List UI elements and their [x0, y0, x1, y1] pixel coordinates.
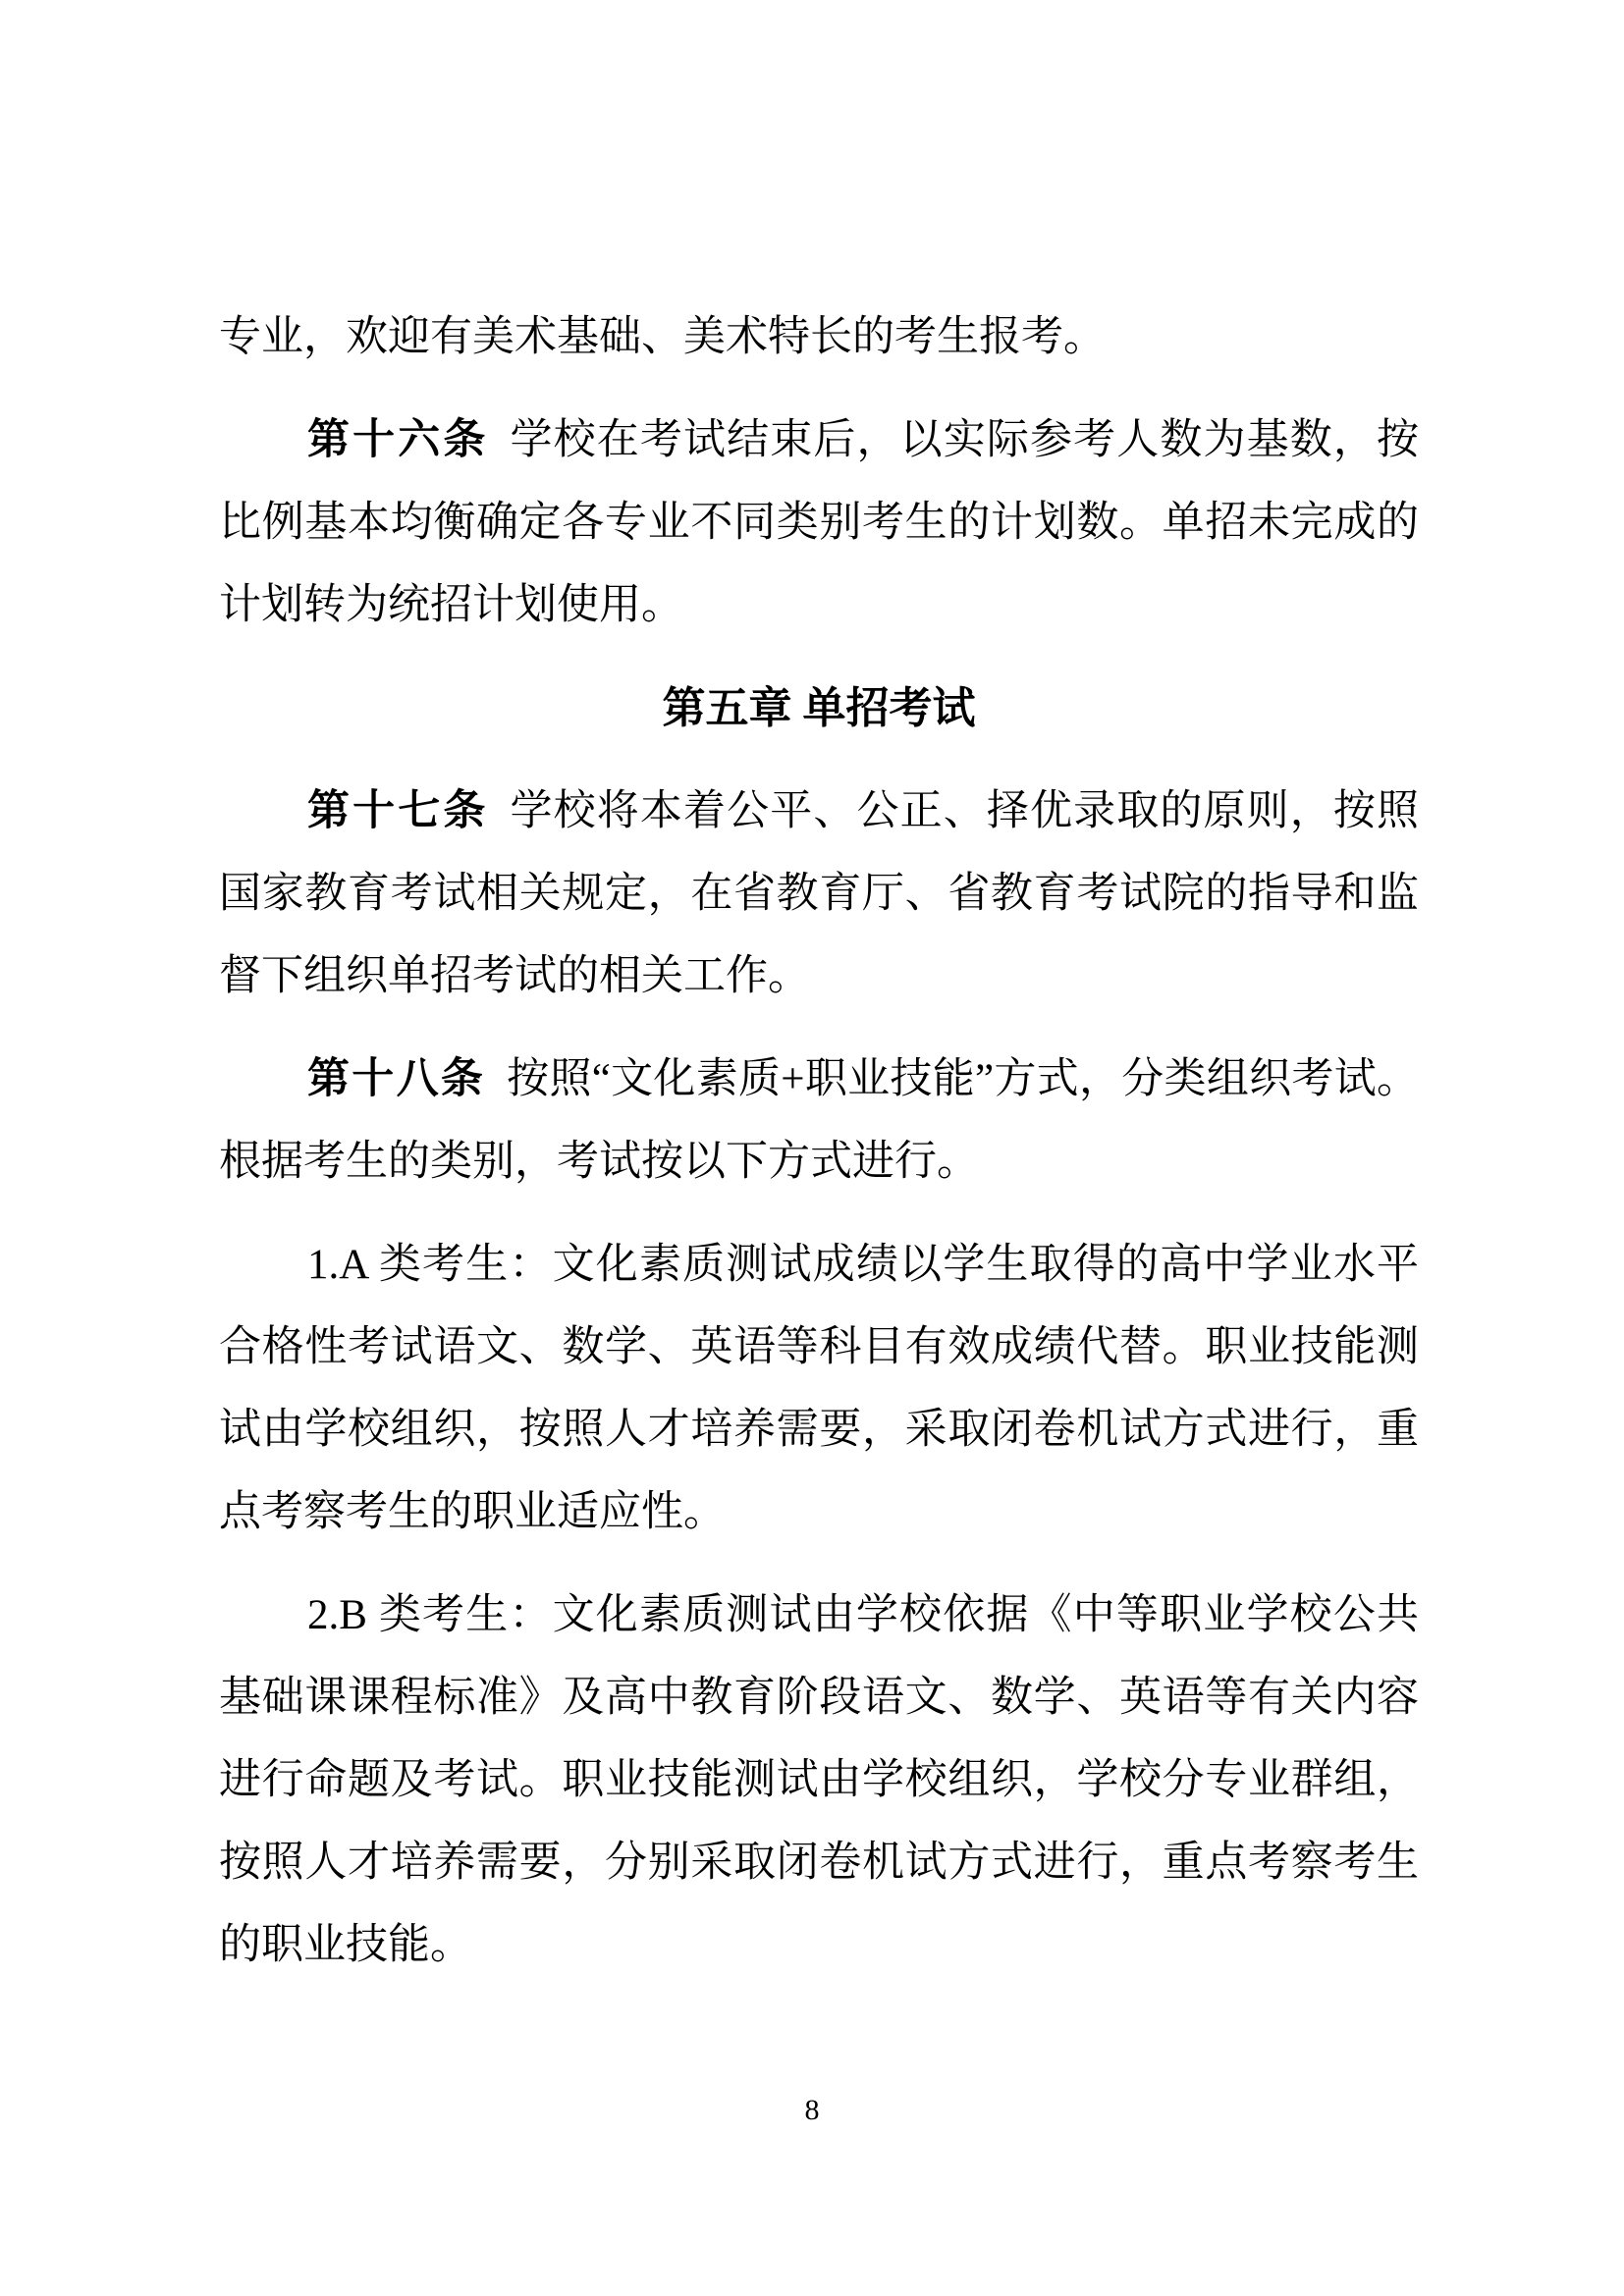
text-segment: 学校将本着公平、公正、择优录取的原则，按照: [510, 788, 1419, 834]
text-line: 根据考生的类别，考试按以下方式进行。: [219, 1139, 979, 1185]
text-line: 1.A 类考生：文化素质测试成绩以学生取得的高中学业水平: [307, 1242, 1419, 1288]
text-line: 的职业技能。: [219, 1922, 472, 1968]
text-line: [219, 1039, 1419, 1121]
text-segment: 学校在考试结束后，以实际参考人数为基数，按: [510, 417, 1419, 463]
text-line: 基础课课程标准》及高中教育阶段语文、数学、英语等有关内容: [219, 1675, 1419, 1721]
article-18-label: 第十八条: [307, 1056, 486, 1102]
paragraph-article-17: [219, 771, 1419, 1018]
text-segment: 按照“文化素质+职业技能”方式，分类组织考试。: [507, 1056, 1420, 1102]
article-17-label: 第十七条: [307, 788, 489, 834]
text-line: 国家教育考试相关规定，在省教育厅、省教育考试院的指导和监: [219, 871, 1419, 917]
list-item-a-category: [219, 1224, 1419, 1554]
chapter-heading: 第五章 单招考试: [662, 684, 976, 732]
document-body: [219, 296, 1419, 1987]
text-line: 进行命题及考试。职业技能测试由学校组织，学校分专业群组，: [219, 1757, 1419, 1803]
page-number: 8: [804, 2094, 820, 2126]
list-item-b-category: [219, 1575, 1419, 1987]
text-line: [219, 400, 1419, 482]
text-line: 计划转为统招计划使用。: [219, 582, 683, 628]
paragraph-article-18: [219, 1039, 1419, 1203]
text-line: 2.B 类考生：文化素质测试由学校依据《中等职业学校公共: [307, 1592, 1419, 1638]
text-line: 按照人才培养需要，分别采取闭卷机试方式进行，重点考察考生: [219, 1840, 1419, 1886]
text-line: 点考察考生的职业适应性。: [219, 1489, 726, 1535]
paragraph-continuation: [219, 296, 1419, 379]
text-line: 合格性考试语文、数学、英语等科目有效成绩代替。职业技能测: [219, 1324, 1419, 1370]
text-line: 试由学校组织，按照人才培养需要，采取闭卷机试方式进行，重: [219, 1407, 1419, 1453]
text-line: 督下组织单招考试的相关工作。: [219, 953, 810, 999]
article-16-label: 第十六条: [307, 417, 489, 463]
paragraph-article-16: [219, 400, 1419, 647]
text-line: [219, 771, 1419, 853]
text-line: 比例基本均衡确定各专业不同类别考生的计划数。单招未完成的: [219, 500, 1419, 546]
text-line: 专业，欢迎有美术基础、美术特长的考生报考。: [219, 314, 1106, 360]
